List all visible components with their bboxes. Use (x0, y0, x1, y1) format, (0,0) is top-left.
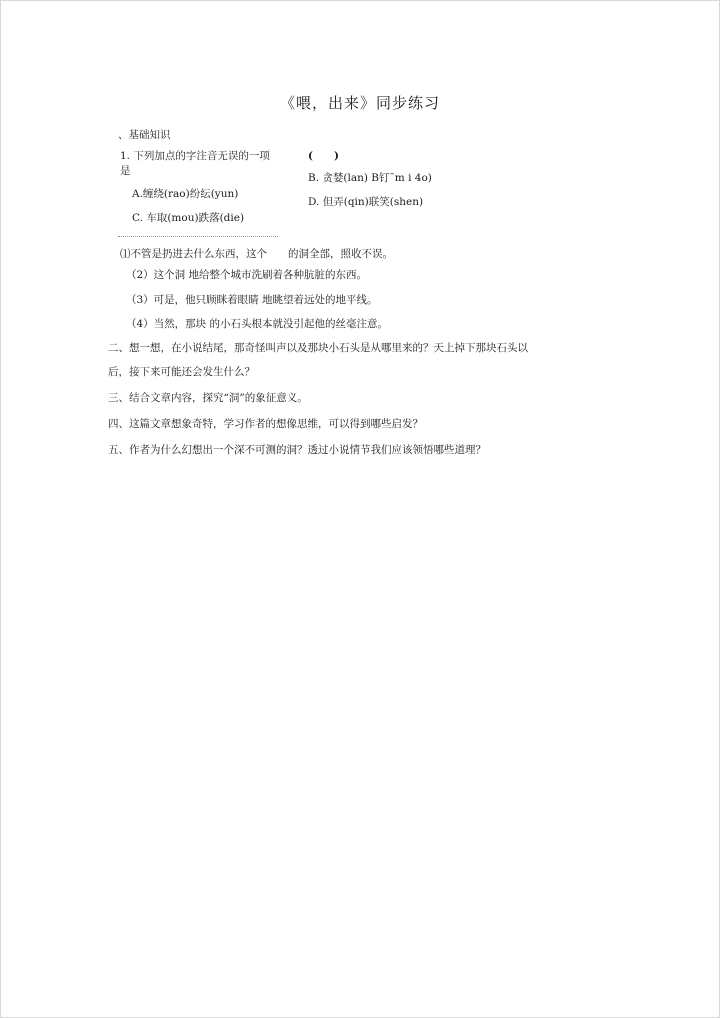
fill-item-4: （4）当然，那块 的小石头根本就没引起他的丝毫注意。 (126, 318, 389, 330)
fill-item-2: （2）这个洞 地给整个城市洗刷着各种肮脏的东西。 (126, 269, 368, 281)
section2-line2: 后，接下来可能还会发生什么？ (108, 366, 255, 378)
page-title: 《喂，出来》同步练习 (279, 94, 440, 112)
question1-line1: 1. 下列加点的字注音无误的一项 (120, 150, 270, 162)
fill-item-3: （3）可是，他只顾眯着眼睛 地眺望着远处的地平线。 (126, 294, 378, 306)
option-d: D. 但弄(qin)联笑(shen) (308, 196, 424, 208)
cut-off-text-line (118, 232, 278, 237)
section4: 四、这篇文章想象奇特，学习作者的想像思维，可以得到哪些启发？ (108, 418, 423, 430)
option-b: B. 贪婪(lan) B钉ˉm i 4o) (308, 172, 432, 184)
fill-item-1: ⑴不管是扔进去什么东西，这个 的洞全部，照收不误。 (120, 248, 393, 260)
section1-heading: 、基础知识 (118, 129, 171, 141)
section2-line1: 二、想一想，在小说结尾，那奇怪叫声以及那块小石头是从哪里来的？天上掉下那块石头以 (108, 342, 528, 354)
option-c: C. 车取(mou)跌落(die) (132, 212, 245, 224)
section3: 三、结合文章内容，探究“洞”的象征意义。 (108, 392, 308, 404)
option-a: A.缠绕(rao)纷纭(yun) (132, 188, 239, 200)
section5: 五、作者为什么幻想出一个深不可测的洞？透过小说情节我们应该领悟哪些道理？ (108, 444, 486, 456)
answer-paren: ( ) (308, 150, 339, 162)
question1-line2: 是 (120, 165, 131, 177)
